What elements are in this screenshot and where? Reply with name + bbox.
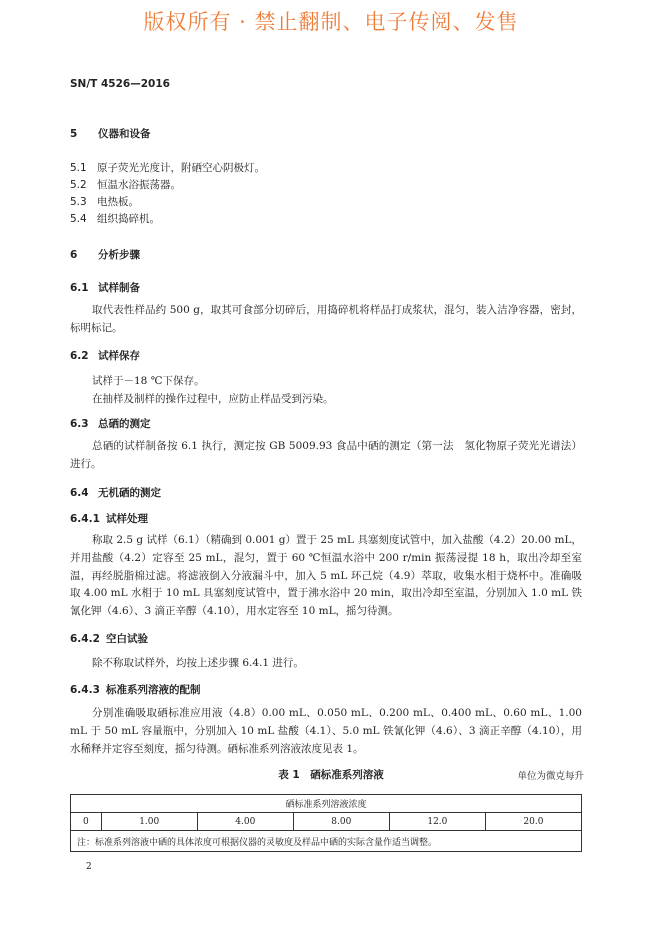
table-cell: 0 <box>71 813 102 831</box>
section-title: 试样处理 <box>106 513 148 525</box>
section-number: 6.2 <box>70 350 89 362</box>
section-title: 标准系列溶液的配制 <box>106 684 201 696</box>
table-header-row <box>71 795 582 813</box>
section-number: 6.4.2 <box>70 633 100 645</box>
item-number: 5.1 <box>70 162 87 174</box>
paragraph-6-4-1: 称取 2.5 g 试样（6.1）（精确到 0.001 g）置于 25 mL 具塞刻度试管中，加入盐酸（4.2）20.00 mL，并用盐酸（4.2）定容至 25 mL，混匀，置于 60 ℃恒温水浴中 200 r/min 振荡浸提 18 h，取出冷却至室温，再经脱脂棉过滤。将滤液倒入分液漏斗中，加入 5 mL 环己烷（4.9）萃取，收集水相于烧杯中。准确吸取 4.00 mL 水相于 10 mL 具塞刻度试管中，置于沸水浴中 20 min，取出冷却至室温，分别加入 1.0 mL 铁氰化钾（4.6）、3 滴正辛醇（4.10），用水定容至 10 mL，摇匀待测。 <box>70 534 582 618</box>
paragraph-6-2-line1: 试样于－18 ℃下保存。 <box>92 375 205 387</box>
table-cell: 20.0 <box>485 813 581 831</box>
item-number: 5.3 <box>70 196 87 208</box>
section-title: 试样保存 <box>98 350 140 362</box>
list-item <box>70 160 265 175</box>
table-row <box>71 813 582 831</box>
section-number: 6 <box>70 249 78 261</box>
list-item <box>70 211 160 226</box>
standard-series-table <box>70 794 582 852</box>
subsection-6-4-heading <box>70 485 161 500</box>
table-cell: 12.0 <box>389 813 485 831</box>
subsection-6-4-3-heading <box>70 682 201 697</box>
standard-number: SN/T 4526—2016 <box>70 78 170 90</box>
section-title: 仪器和设备 <box>98 128 151 140</box>
subsection-6-1-heading <box>70 280 140 295</box>
section-title: 分析步骤 <box>98 249 140 261</box>
paragraph-6-4-2: 除不称取试样外，均按上述步骤 6.4.1 进行。 <box>92 657 304 669</box>
item-text: 原子荧光光度计，附硒空心阴极灯。 <box>97 162 265 174</box>
section-title: 无机硒的测定 <box>98 487 161 499</box>
subsection-6-3-heading <box>70 416 151 431</box>
section-title: 总硒的测定 <box>98 418 151 430</box>
paragraph-6-1: 取代表性样品约 500 g，取其可食部分切碎后，用捣碎机将样品打成浆状，混匀，装入洁净容器，密封，标明标记。 <box>70 304 582 334</box>
section-number: 5 <box>70 128 78 140</box>
section-title: 试样制备 <box>98 282 140 294</box>
item-number: 5.4 <box>70 213 87 225</box>
list-item <box>70 177 181 192</box>
page-number: 2 <box>86 862 92 872</box>
table-unit: 单位为微克每升 <box>517 771 584 782</box>
paragraph-6-2-line2: 在抽样及制样的操作过程中，应防止样品受到污染。 <box>92 393 334 405</box>
section-number: 6.4.1 <box>70 513 100 525</box>
section-number: 6.1 <box>70 282 89 294</box>
table-caption: 表 1 硒标准系列溶液 <box>278 769 384 781</box>
table-cell: 1.00 <box>101 813 197 831</box>
section-number: 6.3 <box>70 418 89 430</box>
table-cell: 8.00 <box>293 813 389 831</box>
paragraph-6-3: 总硒的试样制备按 6.1 执行，测定按 GB 5009.93 食品中硒的测定（第一法 氢化物原子荧光光谱法）进行。 <box>70 440 582 470</box>
item-number: 5.2 <box>70 179 87 191</box>
item-text: 恒温水浴振荡器。 <box>97 179 181 191</box>
table-header: 硒标准系列溶液浓度 <box>71 795 582 813</box>
table-note-row <box>71 831 582 852</box>
section-5-heading <box>70 126 151 141</box>
list-item <box>70 194 139 209</box>
section-number: 6.4 <box>70 487 89 499</box>
table-note: 注：标准系列溶液中硒的具体浓度可根据仪器的灵敏度及样品中硒的实际含量作适当调整。 <box>71 831 582 852</box>
section-number: 6.4.3 <box>70 684 100 696</box>
section-title: 空白试验 <box>106 633 148 645</box>
subsection-6-2-heading <box>70 348 140 363</box>
subsection-6-4-1-heading <box>70 511 148 526</box>
section-6-heading <box>70 247 140 262</box>
table-cell: 4.00 <box>197 813 293 831</box>
subsection-6-4-2-heading <box>70 631 148 646</box>
item-text: 电热板。 <box>97 196 139 208</box>
paragraph-6-4-3: 分别准确吸取硒标准应用液（4.8）0.00 mL、0.050 mL、0.200 mL、0.400 mL、0.60 mL、1.00 mL 于 50 mL 容量瓶中，分别加入 10 mL 盐酸（4.1）、5.0 mL 铁氰化钾（4.6）、3 滴正辛醇（4.10），用水稀释并定容至刻度，摇匀待测。硒标准系列溶液浓度见表 1。 <box>70 707 582 755</box>
item-text: 组织捣碎机。 <box>97 213 160 225</box>
copyright-watermark: 版权所有 · 禁止翻制、电子传阅、发售 <box>143 10 519 34</box>
